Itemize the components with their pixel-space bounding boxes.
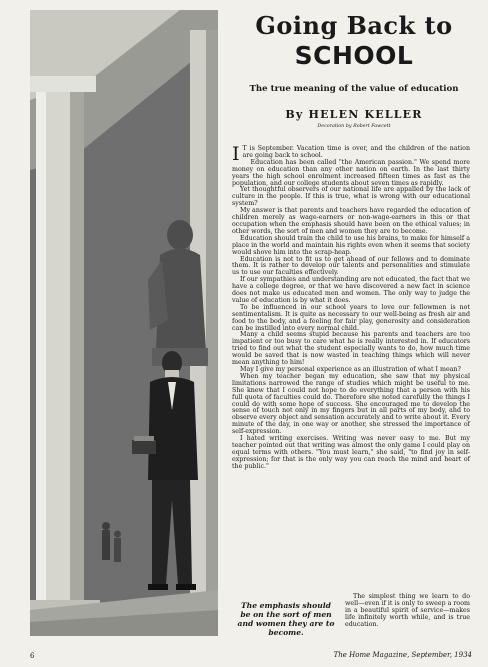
- pullquote: The emphasis should be on the sort of men and women they are to become.: [237, 601, 335, 637]
- page-number: 6: [30, 652, 35, 660]
- body-paragraph: Yet thoughtful observers of our national life are appalled by the lack of culture in the people. If this is true, what is wrong with our educational system?: [232, 186, 470, 208]
- magazine-footer: The Home Magazine, September, 1934: [333, 651, 472, 659]
- body-paragraph: To be influenced in our school years to love our fellowmen is not sentimentalism. It is quite as necessary to our well-being as fresh air and food to the body, and a feeling for fair play, generosity and consideration can be instilled into every normal child.: [232, 303, 470, 332]
- article-subtitle: The true meaning of the value of education: [249, 84, 459, 94]
- decoration-credit: Decoration by Robert Fawcett: [317, 124, 391, 129]
- article-title-line1: Going Back to: [255, 11, 453, 40]
- body-paragraph: If our sympathies and understanding are not educated, the fact that we have a college degree, or that we have discovered a new fact in science does not make us educated men and women. The only way to judge the value of education is by what it does.: [232, 276, 470, 304]
- body-paragraph: When my teacher began my education, she saw that my physical limitations narrowed the range of studies which might be useful to me. She knew that I could not hope to do everything that a person with his full quota of faculties could do. Therefore she noted carefully the things I could do with some hope of success. She encouraged me to develop the sense of touch not only in my fingers but in all parts of my body, and to observe every object and sensation accurately and to write about it. Every minute of the day, in one way or another, she stressed the importance of self-expression.: [232, 372, 470, 436]
- body-paragraph: Education has been called "the American passion." We spend more money on education than any other nation on earth. In the last thirty years the high school enrolment increased fifteen times as fast as the population, and our college students about seven times as rapidly.: [232, 158, 470, 187]
- article-body-continued: [345, 594, 470, 629]
- drop-cap: I: [232, 143, 240, 165]
- body-paragraph: Many a child seems stupid because his parents and teachers are too impatient or too busy to care what he is really interested in. If educators tried to find out what the student especially wants to do, how much time would be saved that is now wasted in teaching things which will never mean anything to him!: [232, 331, 470, 367]
- body-paragraph: My answer is that parents and teachers have regarded the education of children merely as wage-earners or non-wage-earners in this or that occupation when the emphasis should have been on the ethical values; in other words, the sort of men and women they are to become.: [232, 207, 470, 235]
- body-paragraph: I hated writing exercises. Writing was never easy to me. But my teacher pointed out that writing was almost the only game I could play on equal terms with others. "You must learn," she said, "to find joy in self-expression; for that is the only way you can reach the mind and heart of the public.": [232, 435, 470, 470]
- article-body: [232, 143, 470, 471]
- body-paragraph: Education should train the child to use his brains, to make for himself a place in the world and maintain his rights even when it seems that society would shove him into the scrap-heap.: [232, 234, 470, 256]
- illustration-drawing: [30, 10, 218, 636]
- article-illustration: [30, 10, 218, 636]
- paragraph-text: T is September. Vacation time is over, and the children of the nation are going back to school.: [242, 145, 470, 159]
- article-byline: By HELEN KELLER: [285, 108, 423, 121]
- body-paragraph: The simplest thing we learn to do well—even if it is only to sweep a room in a beautiful spirit of service—makes life infinitely worth while, and is true education.: [345, 593, 470, 628]
- article-title-line2: SCHOOL: [294, 41, 414, 70]
- body-paragraph: May I give my personal experience as an illustration of what I mean?: [240, 366, 461, 373]
- body-paragraph: [232, 143, 470, 165]
- body-paragraph: Education is not to fit us to get ahead of our fellows and to dominate them. It is rather to develop our talents and personalities and stimulate us to use our faculties effectively.: [232, 255, 470, 277]
